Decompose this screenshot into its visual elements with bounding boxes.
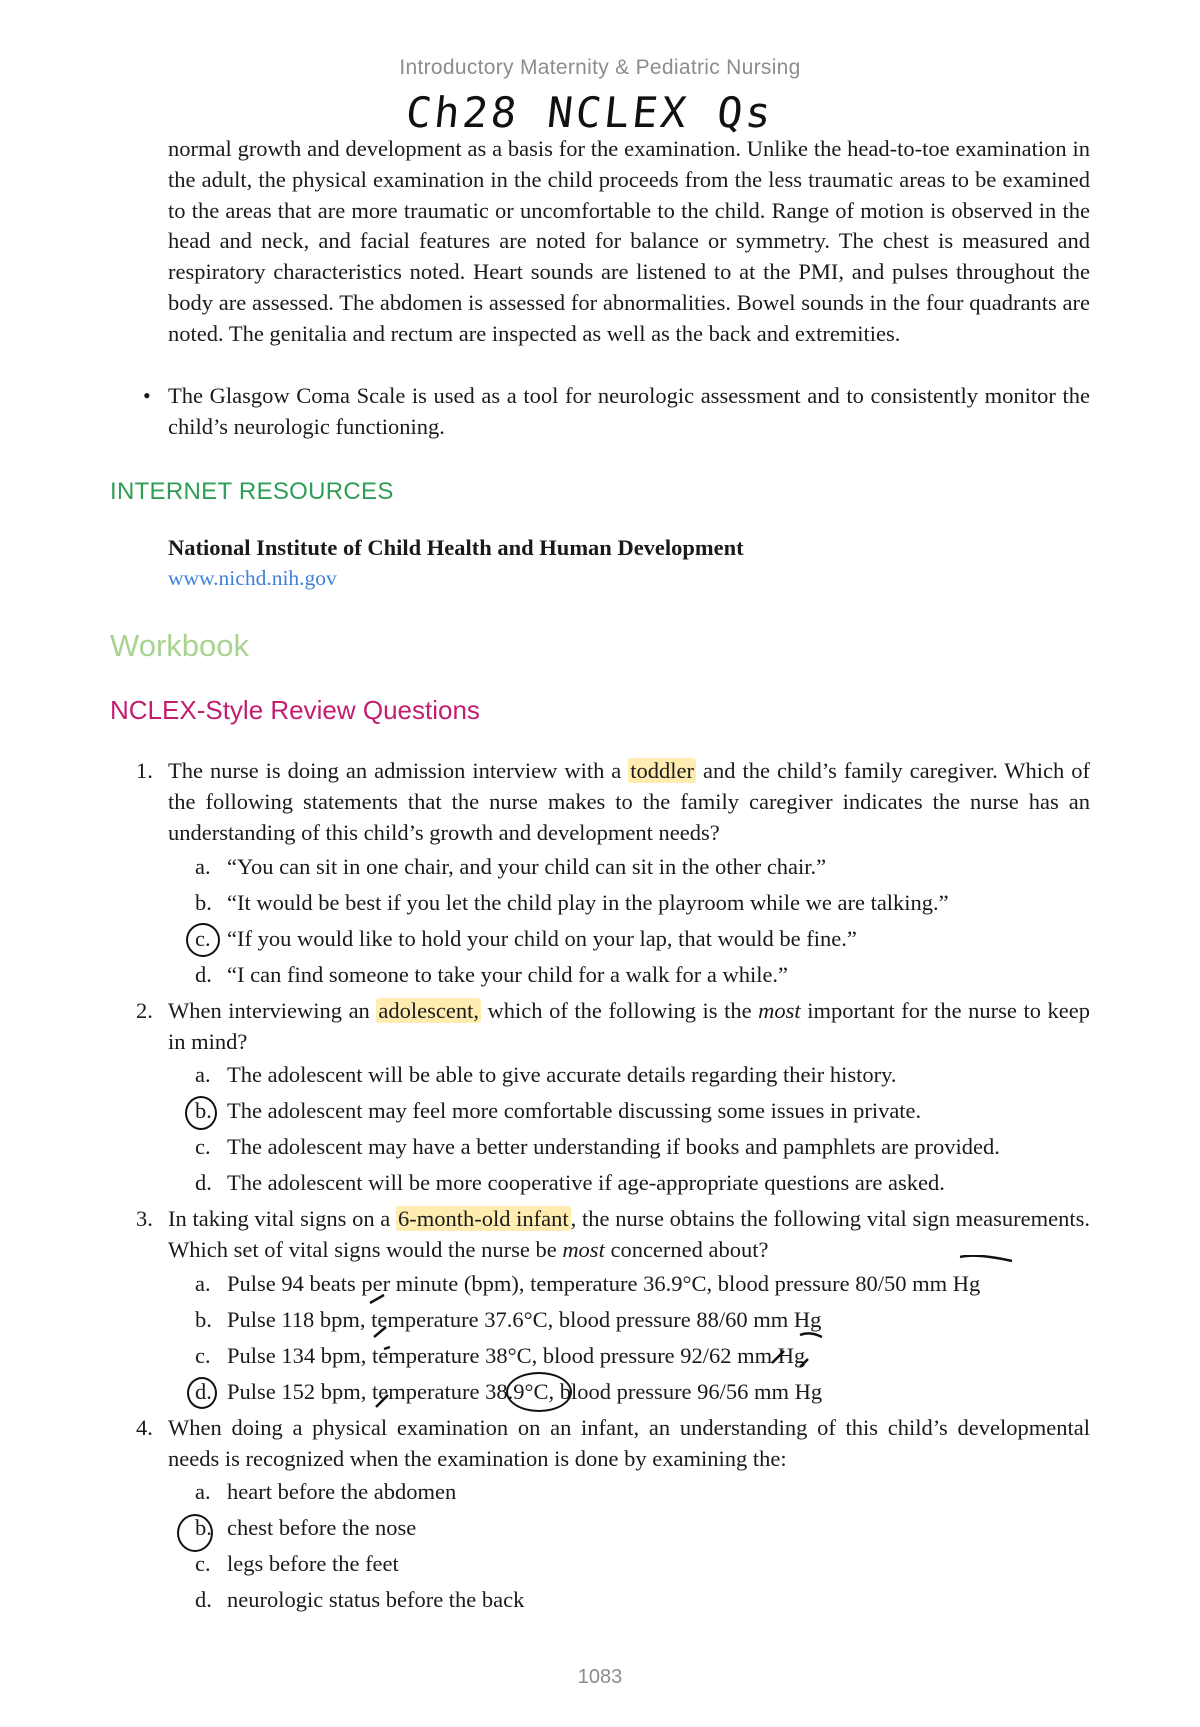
- option-text: Pulse 118 bpm, temperature 37.6°C, blood pressure 88/60 mm Hg: [227, 1307, 822, 1332]
- ink-stroke: [800, 1333, 822, 1337]
- resource-name: National Institute of Child Health and Human Development: [168, 535, 744, 560]
- option-letter: a.: [195, 1479, 211, 1504]
- question-stem: When interviewing an: [168, 998, 377, 1023]
- option-letter: a.: [195, 854, 211, 879]
- answer-circle-mark: [186, 923, 220, 957]
- question-number: 2.: [136, 998, 153, 1023]
- option-text: The adolescent will be able to give accurate details regarding their history.: [227, 1062, 897, 1087]
- intro-paragraph: normal growth and development as a basis for the examination. Unlike the head-to-toe examination in the adult, the physical examination in the child proceeds from the less traumatic areas to be examined to the areas that are more traumatic or uncomfortable to the child. Range of motion is observed in the head and neck, and facial features are noted for balance or symmetry. The chest is measured and respiratory characteristics noted. Heart sounds are listened to at the PMI, and pulses throughout the body are assessed. The abdomen is assessed for abnormalities. Bowel sounds in the four quadrants are noted. The genitalia and rectum are inspected as well as the back and extremities.: [168, 136, 1090, 346]
- question-stem: When doing a physical examination on an infant, an understanding of this child’s developmental needs is recognized when the examination is done by examining the:: [168, 1415, 1090, 1471]
- resource-link[interactable]: www.nichd.nih.gov: [168, 566, 337, 590]
- option-text: Pulse 134 bpm, temperature 38°C, blood pressure 92/62 mm Hg: [227, 1343, 806, 1368]
- option-letter: d.: [195, 1170, 212, 1195]
- question-stem: In taking vital signs on a: [168, 1206, 396, 1231]
- question-4: [136, 1413, 1090, 1475]
- option-letter: d.: [195, 962, 212, 987]
- ink-stroke: [960, 1256, 1012, 1261]
- option-letter: b.: [195, 890, 212, 915]
- answer-circle-mark: [187, 1377, 217, 1409]
- internet-resources-heading: INTERNET RESOURCES: [110, 478, 394, 505]
- option-text: “I can find someone to take your child for a walk for a while.”: [227, 962, 789, 987]
- running-head: Introductory Maternity & Pediatric Nursing: [399, 56, 801, 79]
- question-stem-end: important for the nurse to keep in mind?: [168, 998, 1091, 1054]
- emphasis-text: most: [758, 998, 801, 1023]
- option-letter: c.: [195, 1134, 211, 1159]
- nclex-heading: NCLEX-Style Review Questions: [110, 695, 480, 725]
- option-text: legs before the feet: [227, 1551, 399, 1576]
- option-text: The adolescent will be more cooperative if age-appropriate questions are asked.: [227, 1170, 945, 1195]
- question-2: [136, 996, 1091, 1058]
- option-letter: d.: [195, 1587, 212, 1612]
- workbook-heading: Workbook: [110, 628, 249, 663]
- question-stem-mid: which of the following is the: [480, 998, 759, 1023]
- emphasis-text: most: [562, 1236, 605, 1262]
- bullet-text: The Glasgow Coma Scale is used as a tool for neurologic assessment and to consistently monitor the child’s neurologic functioning.: [168, 383, 1090, 439]
- answer-circle-mark: [177, 1514, 213, 1552]
- option-text: Pulse 152 bpm, temperature 38.9°C, blood pressure 96/56 mm Hg: [227, 1379, 823, 1404]
- option-letter: a.: [195, 1271, 211, 1296]
- option-letter: a.: [195, 1062, 211, 1087]
- question-stem-end: and the child’s family caregiver. Which of the following statements that the nurse makes to the family caregiver indicates the nurse has an understanding of this child’s growth and development needs?: [168, 758, 1090, 845]
- option-text: chest before the nose: [227, 1515, 417, 1540]
- highlighted-text: adolescent,: [378, 998, 479, 1023]
- option-text: neurologic status before the back: [227, 1587, 525, 1612]
- handwritten-note: Ch28 NCLEX Qs: [403, 88, 777, 137]
- option-letter: c.: [195, 1343, 211, 1368]
- question-number: 4.: [136, 1415, 153, 1440]
- question-number: 3.: [136, 1206, 153, 1231]
- option-text: The adolescent may feel more comfortable discussing some issues in private.: [227, 1098, 922, 1123]
- option-text: heart before the abdomen: [227, 1479, 457, 1504]
- check-mark: [374, 1327, 386, 1337]
- highlighted-text: 6-month-old infant: [397, 1206, 569, 1231]
- handwritten-checkmarks: [356, 1255, 1056, 1415]
- option-text: Pulse 94 beats per minute (bpm), temperature 36.9°C, blood pressure 80/50 mm Hg: [227, 1271, 981, 1296]
- question-stem-mid: , the nurse obtains the following vital sign measurements. Which set of vital signs would the nurse be: [168, 1206, 1090, 1262]
- check-mark: [384, 1347, 390, 1349]
- page-number: 1083: [577, 1666, 623, 1688]
- question-stem: The nurse is doing an admission interview with a: [168, 758, 629, 783]
- option-letter: c.: [195, 1551, 211, 1576]
- question-number: 1.: [136, 758, 153, 783]
- option-letter: b.: [195, 1515, 212, 1540]
- option-text: “If you would like to hold your child on your lap, that would be fine.”: [227, 926, 857, 951]
- question-1: [136, 756, 1090, 848]
- option-letter: d.: [195, 1379, 212, 1404]
- highlighted-text: toddler: [630, 758, 695, 783]
- check-mark: [800, 1359, 808, 1367]
- bullet-dot-icon: •: [143, 383, 151, 408]
- answer-circle-mark: [185, 1096, 217, 1130]
- question-stem-end: concerned about?: [604, 1236, 769, 1262]
- option-letter: b.: [195, 1098, 212, 1123]
- option-text: “You can sit in one chair, and your child can sit in the other chair.”: [227, 854, 827, 879]
- check-mark: [376, 1395, 388, 1407]
- option-text: The adolescent may have a better understanding if books and pamphlets are provided.: [227, 1134, 1000, 1159]
- check-mark: [370, 1295, 384, 1303]
- bullet-item: [143, 381, 1090, 443]
- option-letter: c.: [195, 926, 211, 951]
- option-letter: b.: [195, 1307, 212, 1332]
- check-mark: [772, 1351, 784, 1363]
- option-text: “It would be best if you let the child play in the playroom while we are talking.”: [227, 890, 949, 915]
